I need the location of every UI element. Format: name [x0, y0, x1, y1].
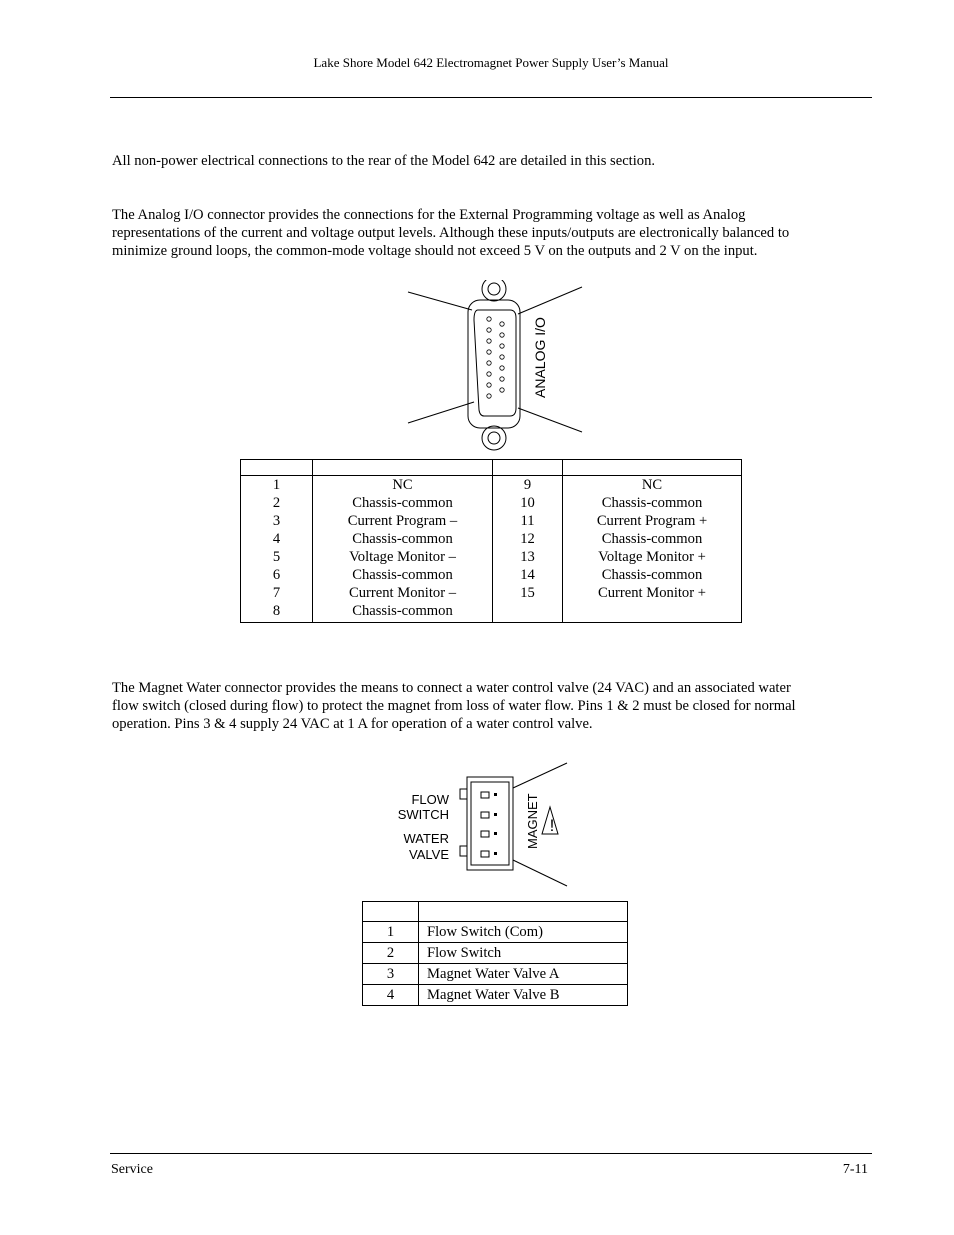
page-header: Lake Shore Model 642 Electromagnet Power Supply User’s Manual — [313, 55, 669, 70]
pin-name: Current Monitor + — [598, 585, 706, 601]
table-row — [363, 922, 628, 943]
footer-page-number: 7-11 — [842, 1162, 868, 1177]
valve-label-line2: VALVE — [409, 847, 449, 862]
name-column-left — [313, 476, 493, 623]
pin-name: Voltage Monitor – — [349, 549, 456, 565]
water-pin-table — [362, 901, 628, 1006]
name-column-right — [563, 476, 742, 623]
pin-name: Chassis-common — [601, 495, 703, 511]
table-header-cell — [419, 902, 628, 922]
pin-number: 5 — [272, 549, 281, 565]
pin-name: Current Program – — [347, 513, 458, 529]
pin-column-right — [493, 476, 563, 623]
water-connector-diagram — [395, 760, 580, 890]
footer-section: Service — [111, 1162, 153, 1177]
flow-label-line1: FLOW — [411, 792, 449, 807]
table-header-cell — [493, 460, 563, 476]
water-paragraph-line: flow switch (closed during flow) to protect the magnet from loss of water flow. Pins 1 & 2 must be closed for normal — [112, 698, 796, 714]
analog-paragraph-line: minimize ground loops, the common-mode voltage should not exceed 5 V on the outputs and 2 V on the input. — [112, 243, 758, 259]
pin-number: 11 — [520, 513, 535, 529]
pin-name: Chassis-common — [601, 531, 703, 547]
pin-number: 1 — [363, 922, 419, 943]
warning-icon: ! — [549, 816, 555, 835]
analog-connector-label: ANALOG I/O — [532, 317, 548, 398]
flow-label-line2: SWITCH — [397, 807, 449, 822]
intro-paragraph: All non-power electrical connections to the rear of the Model 642 are detailed in this section. — [112, 153, 656, 169]
pin-number: 7 — [272, 585, 281, 601]
pin-column-left — [241, 476, 313, 623]
pin-name: NC — [392, 477, 413, 493]
pin-number: 6 — [272, 567, 281, 583]
pin-number: 2 — [272, 495, 281, 511]
pin-number: 3 — [363, 964, 419, 985]
pin-name: NC — [641, 477, 663, 493]
pin-name: Chassis-common — [352, 603, 453, 619]
table-header-cell — [563, 460, 742, 476]
table-row — [363, 964, 628, 985]
water-paragraph — [112, 679, 862, 733]
pin-function: Flow Switch (Com) — [419, 922, 628, 943]
water-paragraph-line: The Magnet Water connector provides the means to connect a water control valve (24 VAC) and an associated water — [112, 680, 791, 696]
valve-label-line1: WATER — [403, 831, 449, 846]
pin-name: Chassis-common — [352, 495, 453, 511]
pin-name: Chassis-common — [601, 567, 703, 583]
table-header-cell — [363, 902, 419, 922]
pin-number: 4 — [272, 531, 281, 547]
pin-number: 1 — [272, 477, 281, 493]
pin-function: Magnet Water Valve B — [419, 985, 628, 1006]
pin-number: 3 — [272, 513, 281, 529]
header-rule — [110, 97, 872, 98]
analog-pin-table — [240, 459, 742, 623]
pin-number: 13 — [520, 549, 535, 565]
magnet-connector-label: MAGNET — [525, 793, 540, 849]
analog-connector-diagram — [400, 280, 590, 455]
table-header-cell — [313, 460, 493, 476]
water-paragraph-line: operation. Pins 3 & 4 supply 24 VAC at 1 A for operation of a water control valve. — [112, 716, 593, 732]
pin-number: 10 — [520, 495, 535, 511]
pin-number: 8 — [272, 603, 281, 619]
pin-number: 12 — [520, 531, 535, 547]
pin-holes — [487, 317, 504, 398]
pin-name: Current Monitor – — [348, 585, 456, 601]
pin-name: Chassis-common — [352, 567, 453, 583]
analog-paragraph-line: representations of the current and voltage output levels. Although these inputs/outputs are electronically balanced to — [112, 225, 790, 241]
footer-rule — [110, 1153, 872, 1154]
pin-function: Magnet Water Valve A — [419, 964, 628, 985]
table-row — [363, 943, 628, 964]
pin-number: 4 — [363, 985, 419, 1006]
table-row — [363, 985, 628, 1006]
analog-paragraph-line: The Analog I/O connector provides the connections for the External Programming voltage as well as Analog — [112, 207, 746, 223]
pin-name: Voltage Monitor + — [598, 549, 706, 565]
pin-name: Current Program + — [596, 513, 708, 529]
table-header-cell — [241, 460, 313, 476]
pin-function: Flow Switch — [419, 943, 628, 964]
pin-number: 2 — [363, 943, 419, 964]
pin-number: 14 — [520, 567, 535, 583]
analog-paragraph — [112, 206, 862, 260]
pin-name: Chassis-common — [352, 531, 453, 547]
pin-number: 9 — [523, 477, 532, 493]
pin-number: 15 — [520, 585, 535, 601]
